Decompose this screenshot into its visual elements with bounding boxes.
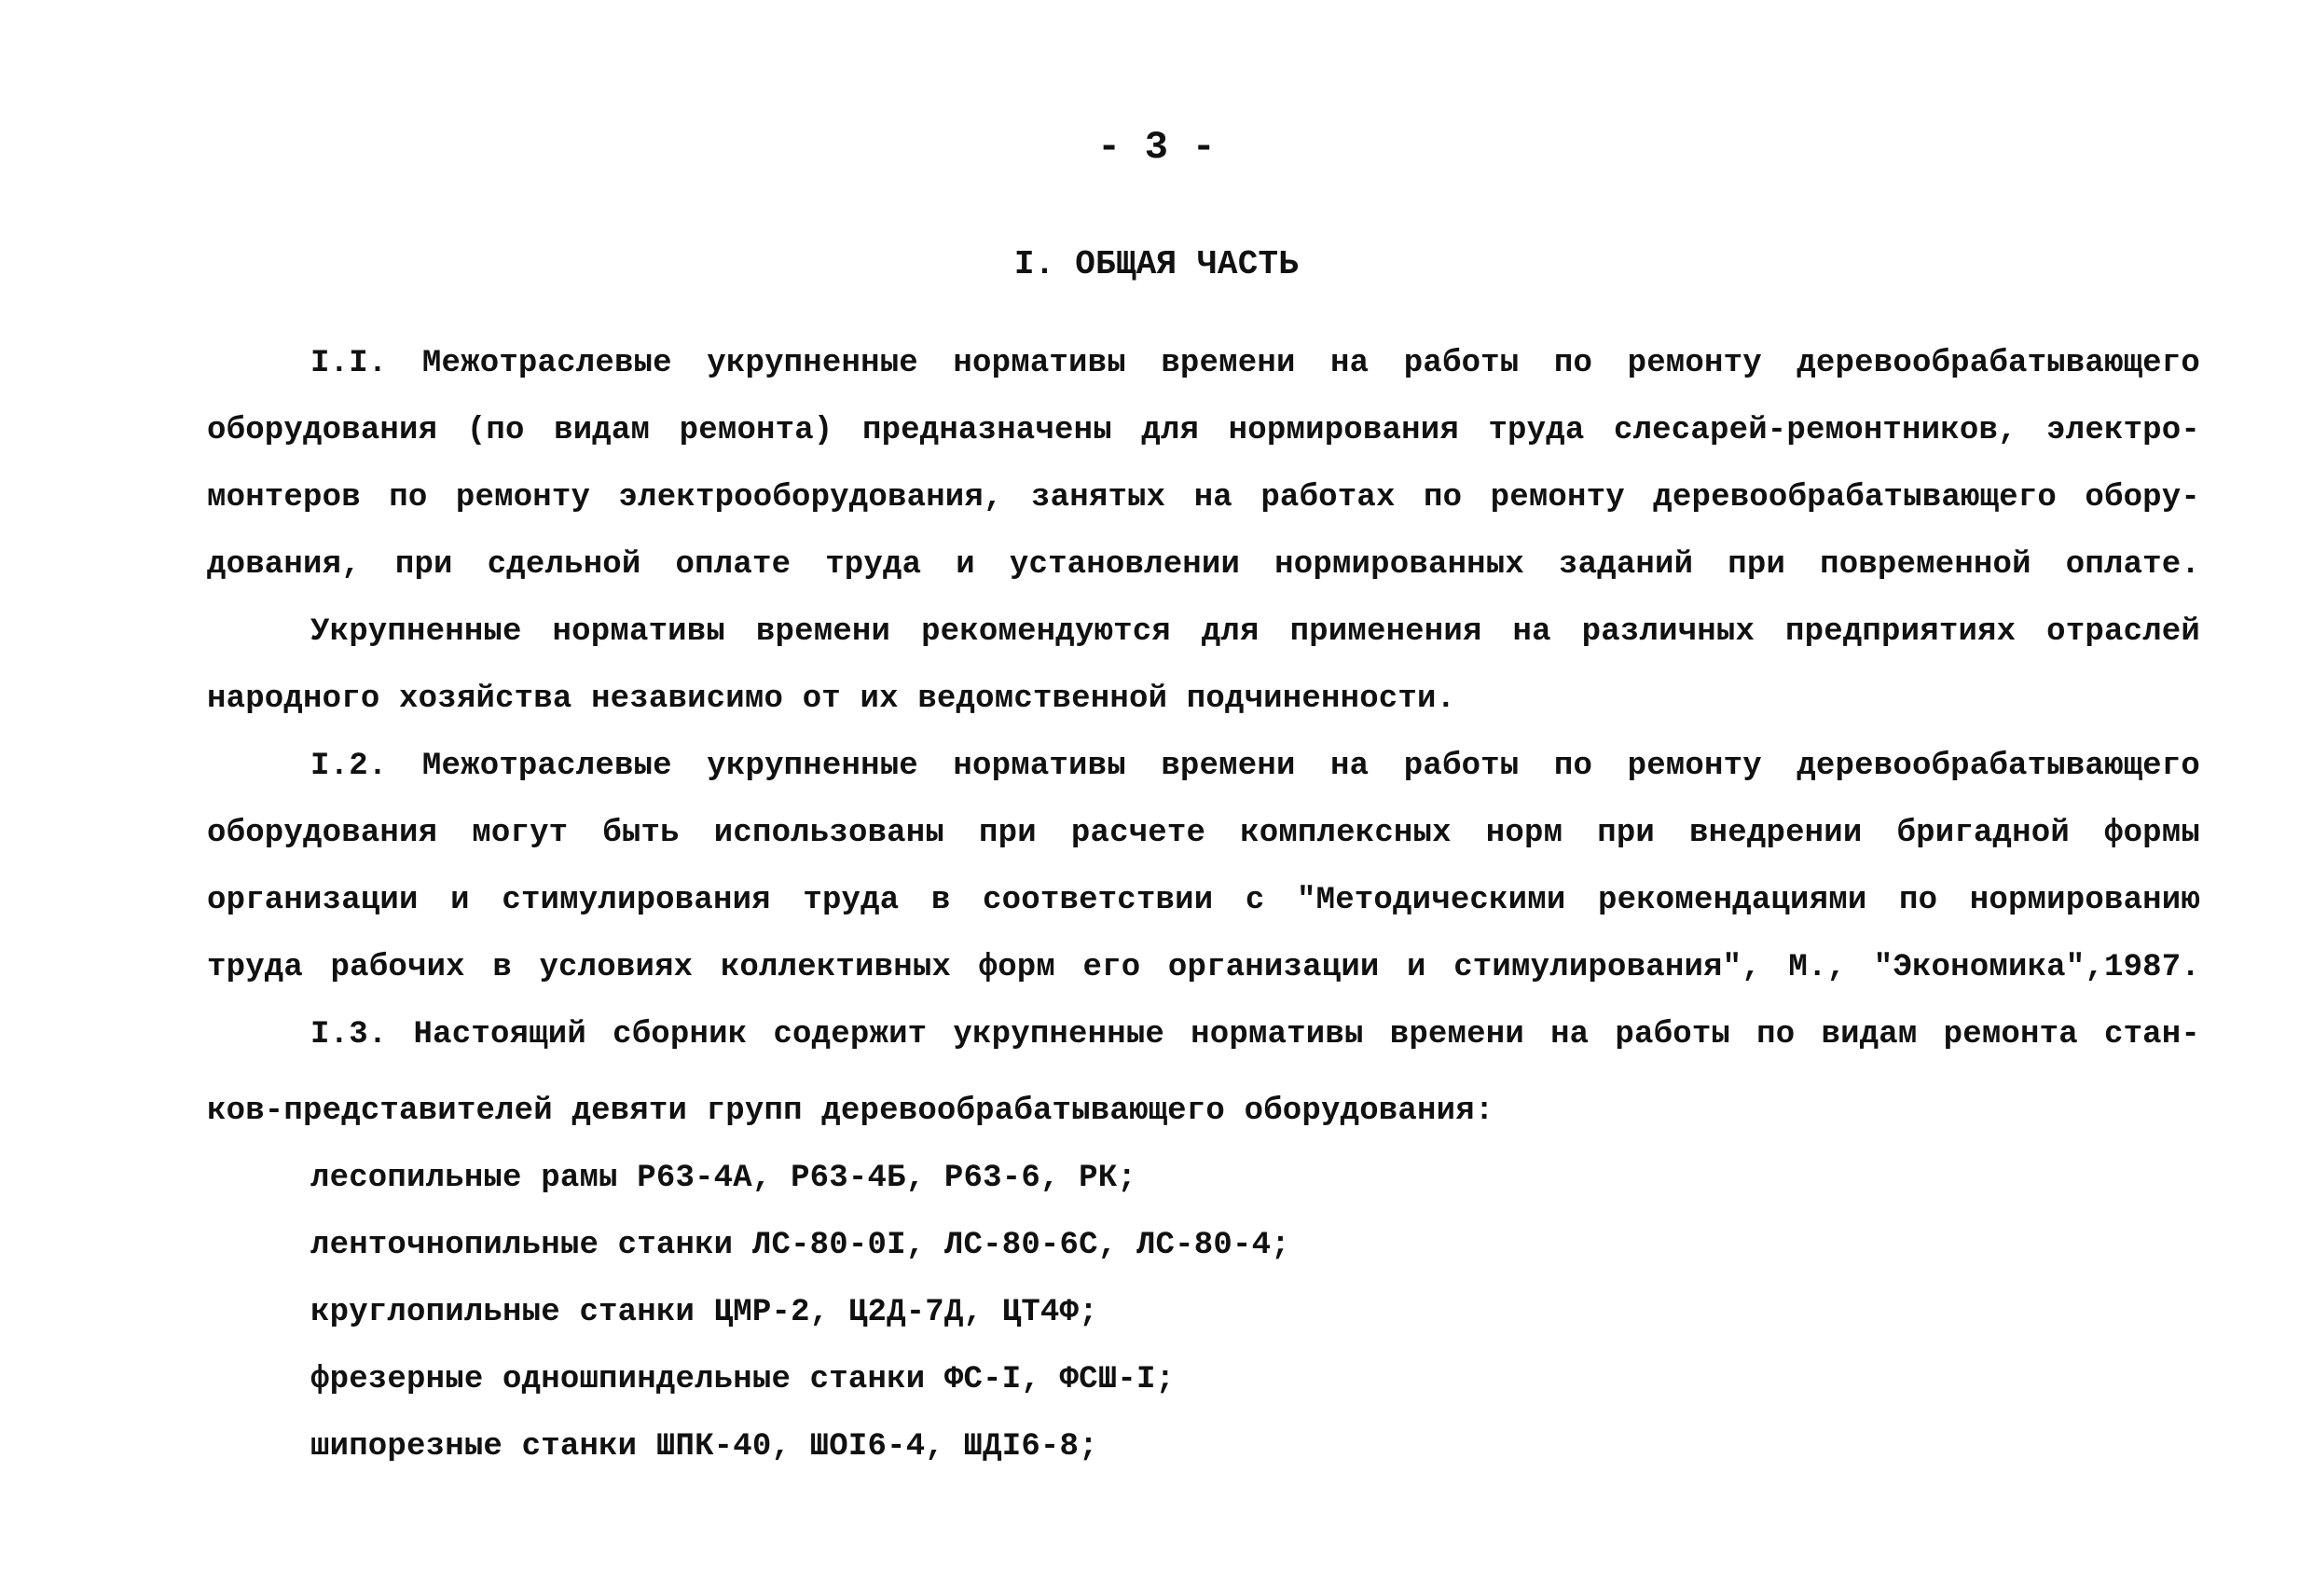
list-item: фрезерные одношпиндельные станки ФС-I, ФСШ-I; (310, 1362, 1176, 1397)
paragraph-line: оборудования могут быть использованы при расчете комплексных норм при внедрении бригадной формы (207, 816, 2200, 851)
list-item: лесопильные рамы Р63-4А, Р63-4Б, Р63-6, РК; (310, 1161, 1136, 1196)
paragraph-line: монтеров по ремонту электрооборудования, занятых на работах по ремонту деревообрабатывающего обору- (207, 480, 2200, 516)
paragraph-line: оборудования (по видам ремонта) предназначены для нормирования труда слесарей-ремонтников, электро- (207, 413, 2200, 448)
paragraph-line: организации и стимулирования труда в соответствии с "Методическими рекомендациями по нормированию (207, 883, 2200, 918)
section-heading: I. ОБЩАЯ ЧАСТЬ (1013, 245, 1300, 283)
list-item: шипорезные станки ШПК-40, ШОI6-4, ШДI6-8; (310, 1429, 1098, 1465)
paragraph-line: ков-представителей девяти групп деревообрабатывающего оборудования: (207, 1094, 1494, 1129)
list-item: ленточнопильные станки ЛС-80-0I, ЛС-80-6С, ЛС-80-4; (310, 1228, 1290, 1263)
list-item: круглопильные станки ЦМР-2, Ц2Д-7Д, ЦТ4Ф; (310, 1295, 1098, 1330)
paragraph-line: I.I. Межотраслевые укрупненные нормативы времени на работы по ремонту деревообрабатывающего (310, 346, 2200, 381)
paragraph-line: I.2. Межотраслевые укрупненные нормативы времени на работы по ремонту деревообрабатывающего (310, 749, 2200, 784)
page-number: - 3 - (1096, 125, 1217, 170)
paragraph-line: I.3. Настоящий сборник содержит укрупненные нормативы времени на работы по видам ремонта стан- (310, 1017, 2200, 1053)
paragraph-line: дования, при сдельной оплате труда и установлении нормированных заданий при повременной оплате. (207, 547, 2200, 583)
paragraph-line: труда рабочих в условиях коллективных форм его организации и стимулирования", М., "Экономика",1987. (207, 950, 2200, 985)
paragraph-line: Укрупненные нормативы времени рекомендуются для применения на различных предприятиях отраслей (310, 614, 2200, 650)
paragraph-line: народного хозяйства независимо от их ведомственной подчиненности. (207, 681, 1456, 717)
